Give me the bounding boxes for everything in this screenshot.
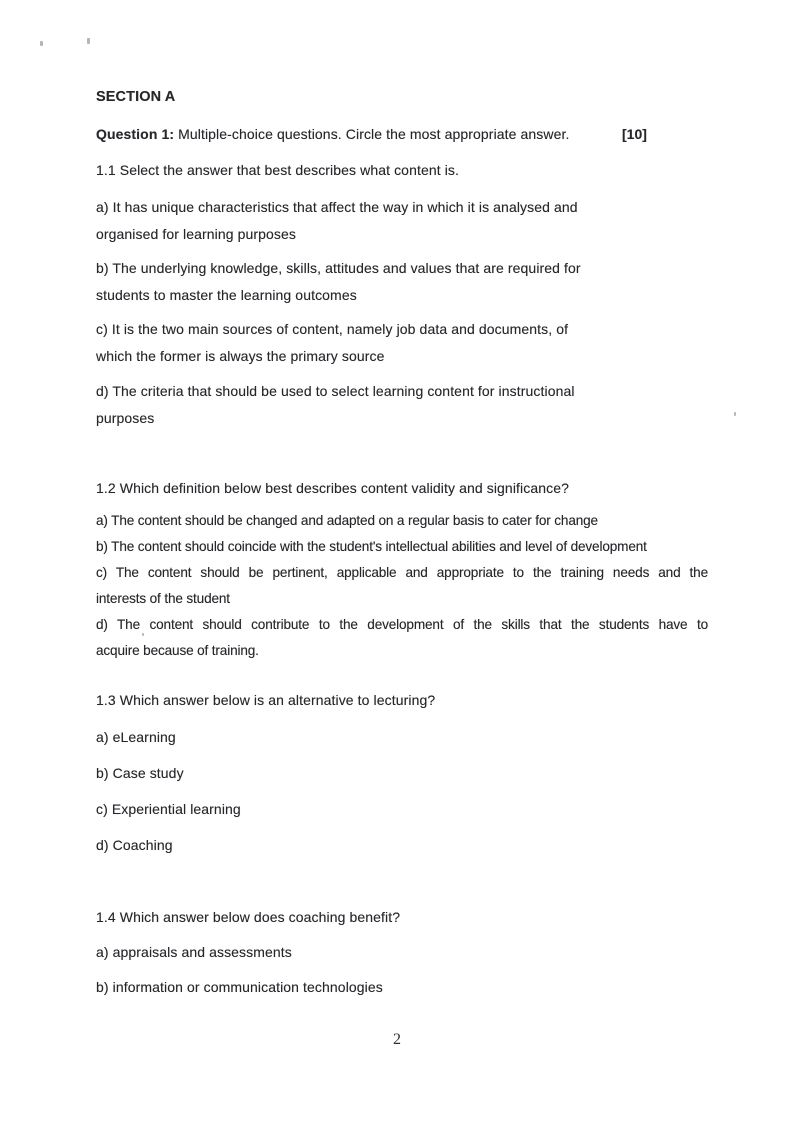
q1-2-option-d-line: d) The content should contribute to the development of the skills that the students have to [96,617,708,632]
q1-1-option-b-line: b) The underlying knowledge, skills, attitudes and values that are required for [96,260,581,276]
q1-1-option-c-line: c) It is the two main sources of content, namely job data and documents, of [96,321,569,337]
question-1-instruction: Multiple-choice questions. Circle the most appropriate answer. [174,126,570,142]
q1-3-option-b: b) Case study [96,765,184,781]
q1-2-option-b-line: b) The content should coincide with the student's intellectual abilities and level of development [96,539,647,554]
q1-4-option-b: b) information or communication technologies [96,979,383,995]
page-number: 2 [393,1031,401,1048]
q1-1-option-d-line: d) The criteria that should be used to select learning content for instructional [96,383,575,399]
q1-1-option-c-line: which the former is always the primary source [96,348,385,364]
q1-1-option-a-line: a) It has unique characteristics that affect the way in which it is analysed and [96,199,578,215]
q1-2-option-a-line: a) The content should be changed and adapted on a regular basis to cater for change [96,513,598,528]
section-title: SECTION A [96,89,176,105]
q1-2-option-d-line: acquire because of training. [96,643,259,658]
q1-1-option-d-line: purposes [96,410,155,426]
q1-2-option-c-line: interests of the student [96,591,230,606]
q1-3-option-a: a) eLearning [96,729,176,745]
q1-2-option-c-line: c) The content should be pertinent, applicable and appropriate to the training needs and the [96,565,708,580]
question-1-marks-badge: [10] [622,126,647,142]
q1-1-option-a-line: organised for learning purposes [96,226,297,242]
q1-3-option-c: c) Experiential learning [96,801,241,817]
question-1-2-prompt: 1.2 Which definition below best describes content validity and significance? [96,480,569,496]
q1-3-option-d: d) Coaching [96,837,173,853]
q1-4-option-a: a) appraisals and assessments [96,944,292,960]
question-1-4-prompt: 1.4 Which answer below does coaching benefit? [96,909,401,925]
question-1-1-prompt: 1.1 Select the answer that best describes what content is. [96,162,459,178]
question-1-3-prompt: 1.3 Which answer below is an alternative to lecturing? [96,692,436,708]
scan-artifact [734,412,736,416]
q1-1-option-b-line: students to master the learning outcomes [96,287,357,303]
question-1-header [96,125,569,143]
scan-artifact [40,41,43,46]
scan-artifact [87,38,90,44]
question-1-label: Question 1: [96,126,175,142]
